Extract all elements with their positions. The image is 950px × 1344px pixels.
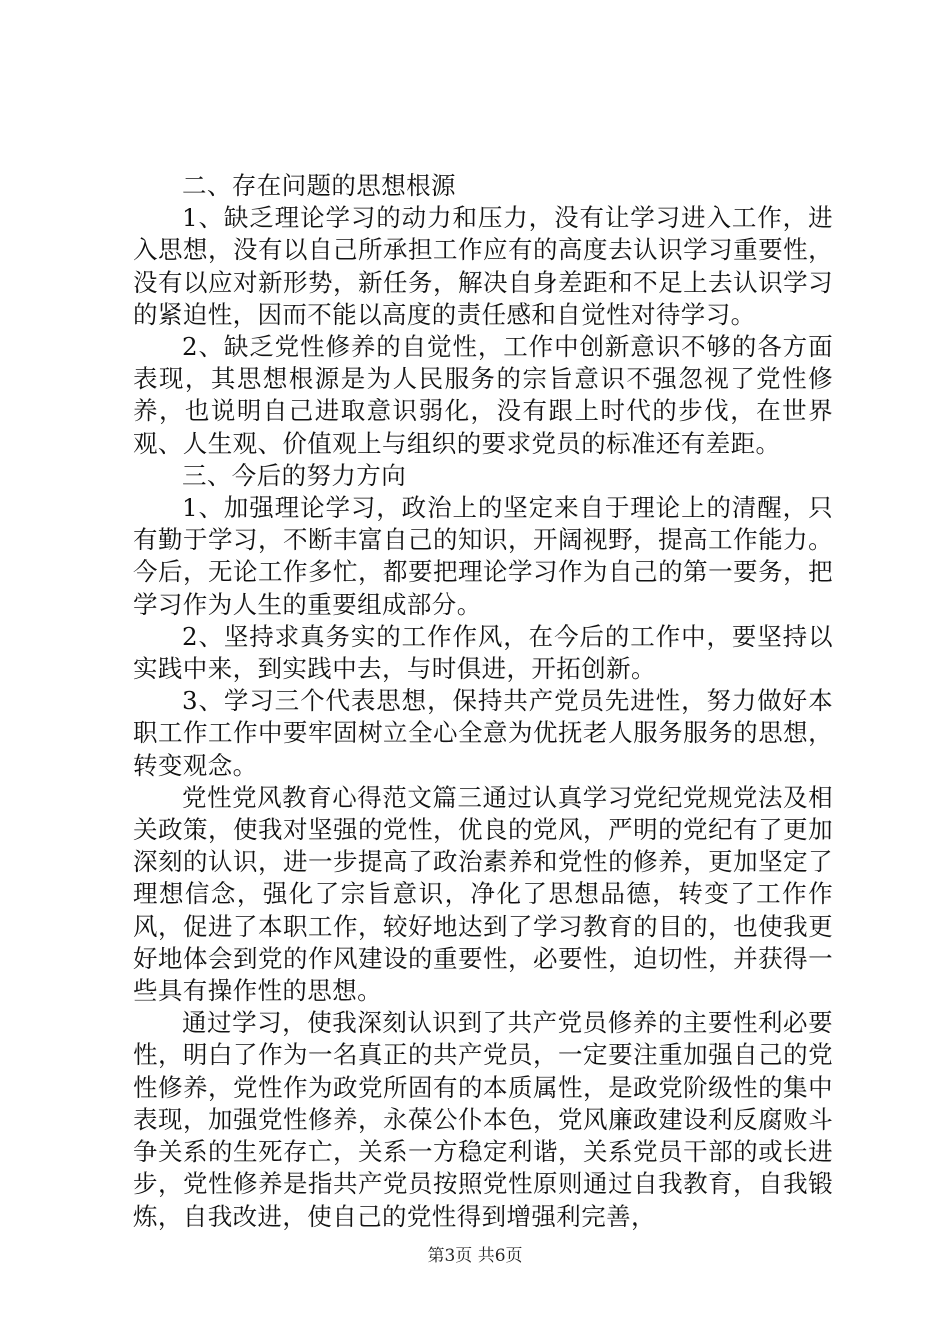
section-heading-root-causes: 二、存在问题的思想根源 bbox=[182, 171, 456, 200]
document-body bbox=[133, 170, 833, 1233]
paragraph: 2、坚持求真务实的工作作风，在今后的工作中，要坚持以实践中来，到实践中去，与时俱进，开拓创新。 bbox=[133, 621, 833, 684]
paragraph: 1、加强理论学习，政治上的坚定来自于理论上的清醒，只有勤于学习，不断丰富自己的知识，开阔视野，提高工作能力。今后，无论工作多忙，都要把理论学习作为自己的第一要务，把学习作为人生的重要组成部分。 bbox=[133, 493, 833, 619]
section-heading-future-direction: 三、今后的努力方向 bbox=[182, 460, 407, 490]
page-number-footer: 第3页 共6页 bbox=[427, 1246, 523, 1266]
paragraph: 2、缺乏党性修养的自觉性，工作中创新意识不够的各方面表现，其思想根源是为人民服务的宗旨意识不强忽视了党性修养，也说明自己进取意识弱化，没有跟上时代的步伐，在世界观、人生观、价值观上与组织的要求党员的标准还有差距。 bbox=[133, 332, 833, 458]
paragraph: 党性党风教育心得范文篇三通过认真学习党纪党规党法及相关政策，使我对坚强的党性，优良的党风，严明的党纪有了更加深刻的认识，进一步提高了政治素养和党性的修养，更加坚定了理想信念，强化了宗旨意识，净化了思想品德，转变了工作作风，促进了本职工作，较好地达到了学习教育的目的，也使我更好地体会到党的作风建设的重要性，必要性，迫切性，并获得一些具有操作性的思想。 bbox=[133, 782, 833, 1006]
paragraph: 通过学习，使我深刻认识到了共产党员修养的主要性利必要性，明白了作为一名真正的共产党员，一定要注重加强自己的党性修养，党性作为政党所固有的本质属性，是政党阶级性的集中表现，加强党性修养，永葆公仆本色，党风廉政建设利反腐败斗争关系的生死存亡，关系一方稳定利谐，关系党员干部的或长进步，党性修养是指共产党员按照党性原则通过自我教育，自我锻炼，自我改进，使自己的党性得到增强利完善， bbox=[133, 1008, 833, 1231]
paragraph: 1、缺乏理论学习的动力和压力，没有让学习进入工作，进入思想，没有以自己所承担工作应有的高度去认识学习重要性，没有以应对新形势，新任务，解决自身差距和不足上去认识学习的紧迫性，因而不能以高度的责任感和自觉性对待学习。 bbox=[133, 203, 833, 329]
paragraph: 3、学习三个代表思想，保持共产党员先进性，努力做好本职工作工作中要牢固树立全心全意为优抚老人服务服务的思想，转变观念。 bbox=[133, 686, 833, 780]
